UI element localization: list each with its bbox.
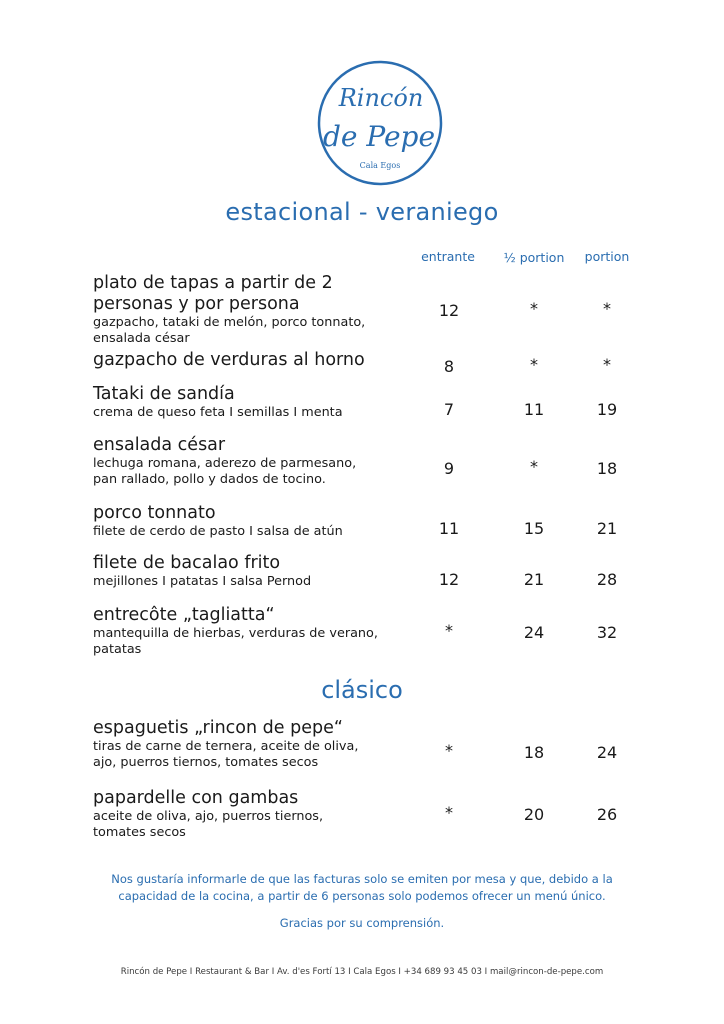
item-description: mantequilla de hierbas, verduras de verano, (93, 626, 378, 641)
price-half: 24 (523, 623, 545, 642)
item-name: plato de tapas a partir de 2 (93, 273, 333, 293)
item-name: papardelle con gambas (93, 788, 299, 808)
price-entrante: 11 (438, 519, 460, 538)
item-name: ensalada césar (93, 435, 226, 455)
price-half: 11 (523, 400, 545, 419)
logo-line1: Rincón (338, 84, 424, 112)
billing-note-line2: capacidad de la cocina, a partir de 6 personas solo podemos ofrecer un menú único. (118, 889, 606, 903)
item-name: porco tonnato (93, 503, 216, 523)
item-description: tiras de carne de ternera, aceite de oliva, (93, 739, 359, 754)
item-name: espaguetis „rincon de pepe“ (93, 718, 343, 738)
menu-item (93, 718, 423, 771)
price-full: 32 (596, 623, 618, 642)
item-description: ensalada césar (93, 331, 190, 346)
restaurant-logo (317, 60, 443, 186)
menu-item (93, 384, 423, 421)
column-header-entrante: entrante (421, 249, 475, 264)
price-full: 19 (596, 400, 618, 419)
price-entrante: 9 (443, 459, 455, 478)
menu-item (93, 435, 423, 488)
item-name: gazpacho de verduras al horno (93, 350, 365, 370)
item-description: gazpacho, tataki de melón, porco tonnato, (93, 315, 366, 330)
item-description: ajo, puerros tiernos, tomates secos (93, 755, 319, 770)
logo-sub: Cala Egos (359, 161, 401, 170)
menu-item (93, 605, 423, 658)
price-half: * (530, 299, 538, 318)
menu-item (93, 553, 423, 590)
menu-item (93, 273, 423, 347)
item-name: Tataki de sandía (93, 384, 235, 404)
price-entrante: * (445, 621, 453, 640)
menu-item (93, 788, 423, 841)
price-half: * (530, 457, 538, 476)
price-full: 21 (596, 519, 618, 538)
price-full: * (603, 299, 611, 318)
billing-note-line1: Nos gustaría informarle de que las facturas solo se emiten por mesa y que, debido a la (111, 872, 613, 886)
item-description: crema de queso feta I semillas I menta (93, 405, 343, 420)
price-full: 24 (596, 743, 618, 762)
price-half: 15 (523, 519, 545, 538)
price-full: * (603, 355, 611, 374)
logo-line2: de Pepe (322, 120, 436, 153)
column-header-half-portion: ½ portion (503, 250, 565, 265)
price-entrante: * (445, 803, 453, 822)
column-header-portion: portion (584, 249, 630, 264)
item-name: entrecôte „tagliatta“ (93, 605, 275, 625)
section-title-clasico: clásico (321, 676, 403, 704)
item-description: filete de cerdo de pasto I salsa de atún (93, 524, 343, 539)
price-entrante: 12 (438, 301, 460, 320)
item-name: personas y por persona (93, 294, 300, 314)
price-half: 18 (523, 743, 545, 762)
item-description: patatas (93, 642, 142, 657)
menu-item (93, 503, 423, 540)
price-half: 21 (523, 570, 545, 589)
price-entrante: 8 (443, 357, 455, 376)
thanks-note: Gracias por su comprensión. (279, 916, 445, 930)
price-entrante: 12 (438, 570, 460, 589)
footer-contact: Rincón de Pepe I Restaurant & Bar I Av. d'es Fortí 13 I Cala Egos I +34 689 93 45 03 I mail@rincon-de-pepe.com (120, 967, 604, 977)
item-description: lechuga romana, aderezo de parmesano, (93, 456, 357, 471)
price-full: 18 (596, 459, 618, 478)
section-title-estacional: estacional - veraniego (225, 198, 499, 226)
price-half: * (530, 355, 538, 374)
item-description: tomates secos (93, 825, 186, 840)
item-description: pan rallado, pollo y dados de tocino. (93, 472, 326, 487)
item-name: filete de bacalao frito (93, 553, 281, 573)
item-description: aceite de oliva, ajo, puerros tiernos, (93, 809, 324, 824)
price-entrante: * (445, 741, 453, 760)
price-entrante: 7 (443, 400, 455, 419)
price-half: 20 (523, 805, 545, 824)
menu-item (93, 350, 423, 371)
item-description: mejillones I patatas I salsa Pernod (93, 574, 312, 589)
price-full: 26 (596, 805, 618, 824)
billing-note (90, 871, 634, 905)
price-full: 28 (596, 570, 618, 589)
